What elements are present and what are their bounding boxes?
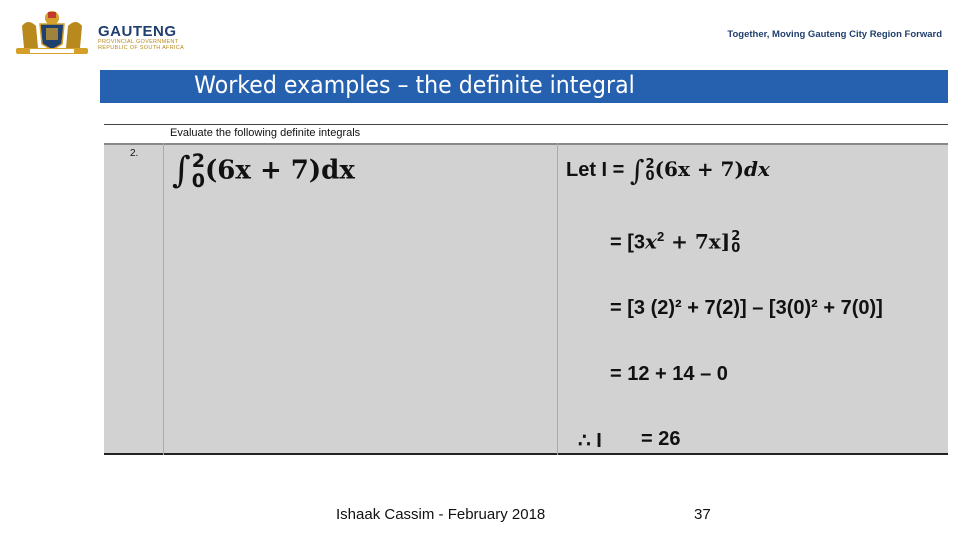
footer-author: Ishaak Cassim - February 2018 [336, 506, 546, 523]
solution-therefore: ∴ I [578, 430, 602, 452]
question-limits [192, 151, 205, 191]
solution-let-line [566, 154, 770, 187]
slide-title: Worked examples – the definite integral [193, 71, 635, 99]
question-integrand: (6x + 7)dx [205, 155, 355, 186]
step1-part-c: + 7x] [664, 229, 731, 254]
brand-name: GAUTENG [98, 23, 177, 40]
solution-limits [645, 156, 655, 184]
column-divider-2 [557, 143, 558, 455]
page-number: 37 [694, 506, 711, 523]
question-lower-limit: 0 [191, 169, 205, 192]
integral-sign: ∫ [172, 150, 191, 191]
question-integral [172, 150, 355, 191]
question-upper-limit: 2 [191, 149, 205, 172]
solution-step-3: = 12 + 14 – 0 [610, 363, 728, 385]
solution-step-2: = [3 (2)² + 7(2)] – [3(0)² + 7(0)] [610, 297, 883, 319]
solution-step-1 [610, 229, 740, 255]
solution-upper-limit: 2 [645, 156, 655, 172]
header [0, 0, 960, 62]
solution-integral-sign: ∫ [629, 154, 645, 187]
slide-title-bar [100, 70, 948, 103]
tagline: Together, Moving Gauteng City Region Forward [727, 29, 942, 40]
solution-result: = 26 [641, 428, 681, 450]
solution-integrand: (6x + 7) [654, 156, 744, 181]
column-divider-1 [163, 143, 164, 455]
solution-lower-limit: 0 [645, 168, 655, 184]
step1-lower-limit: 0 [731, 241, 741, 257]
step1-upper-limit: 2 [731, 229, 741, 245]
step1-x: x [645, 229, 657, 254]
step1-part-a: = [3 [610, 231, 646, 254]
step1-limits [731, 231, 740, 255]
solution-dx: dx [743, 156, 770, 181]
brand-sub-line-2: REPUBLIC OF SOUTH AFRICA [98, 45, 185, 51]
gauteng-coat-of-arms-logo [10, 8, 94, 56]
brand [98, 24, 184, 51]
solution-let-label: Let I = [566, 158, 625, 181]
step1-exponent: 2 [656, 229, 665, 244]
table-top-rule [104, 124, 948, 125]
example-number: 2. [130, 148, 139, 159]
instruction-text: Evaluate the following definite integrals [170, 127, 361, 139]
brand-sub-line-1: PROVINCIAL GOVERNMENT [98, 39, 179, 45]
